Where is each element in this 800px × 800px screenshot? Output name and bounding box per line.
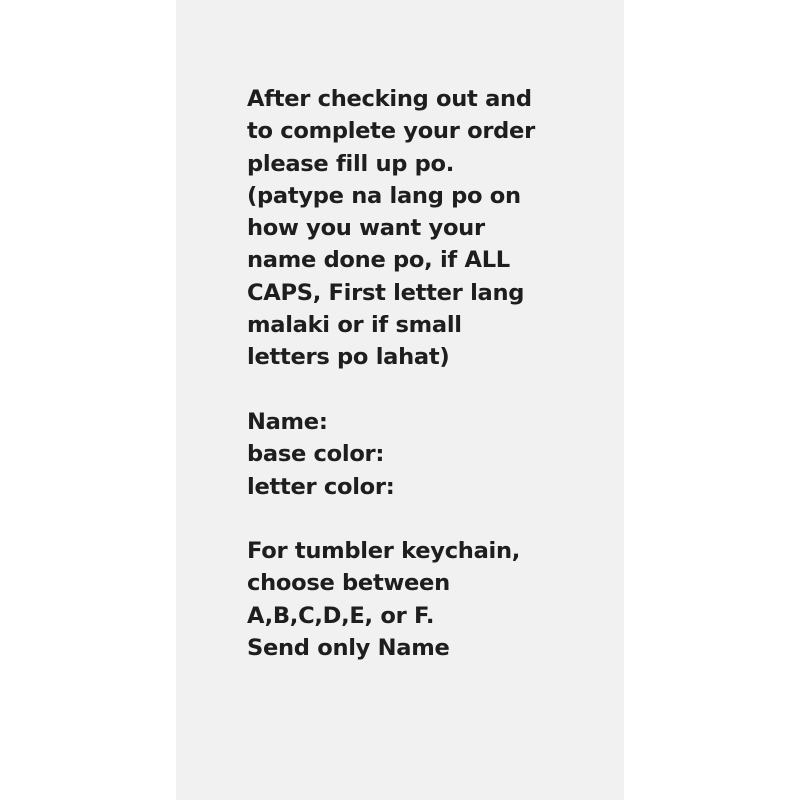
intro-paragraph [247, 83, 617, 374]
intro-line: letters po lahat) [247, 344, 450, 371]
intro-line: how you want your [247, 215, 485, 242]
paragraph-gap [247, 374, 617, 406]
note-text [247, 83, 617, 664]
keychain-paragraph [247, 535, 617, 664]
intro-line: to complete your order [247, 118, 535, 145]
intro-line: malaki or if small [247, 312, 462, 339]
keychain-line: Send only Name [247, 635, 450, 662]
keychain-line: For tumbler keychain, [247, 538, 521, 565]
keychain-line: choose between [247, 570, 450, 597]
intro-line: After checking out and [247, 86, 532, 112]
paragraph-gap [247, 503, 617, 535]
note-panel [176, 0, 624, 800]
intro-line: (patype na lang po on [247, 182, 521, 209]
keychain-line: A,B,C,D,E, or F. [247, 602, 435, 629]
intro-line: CAPS, First letter lang [247, 279, 525, 306]
name-field-label: Name: [247, 408, 328, 435]
form-fields [247, 406, 617, 503]
letter-color-field-label: letter color: [247, 473, 395, 500]
base-color-field-label: base color: [247, 441, 385, 468]
intro-line: name done po, if ALL [247, 247, 510, 274]
intro-line: please fill up po. [247, 150, 455, 177]
